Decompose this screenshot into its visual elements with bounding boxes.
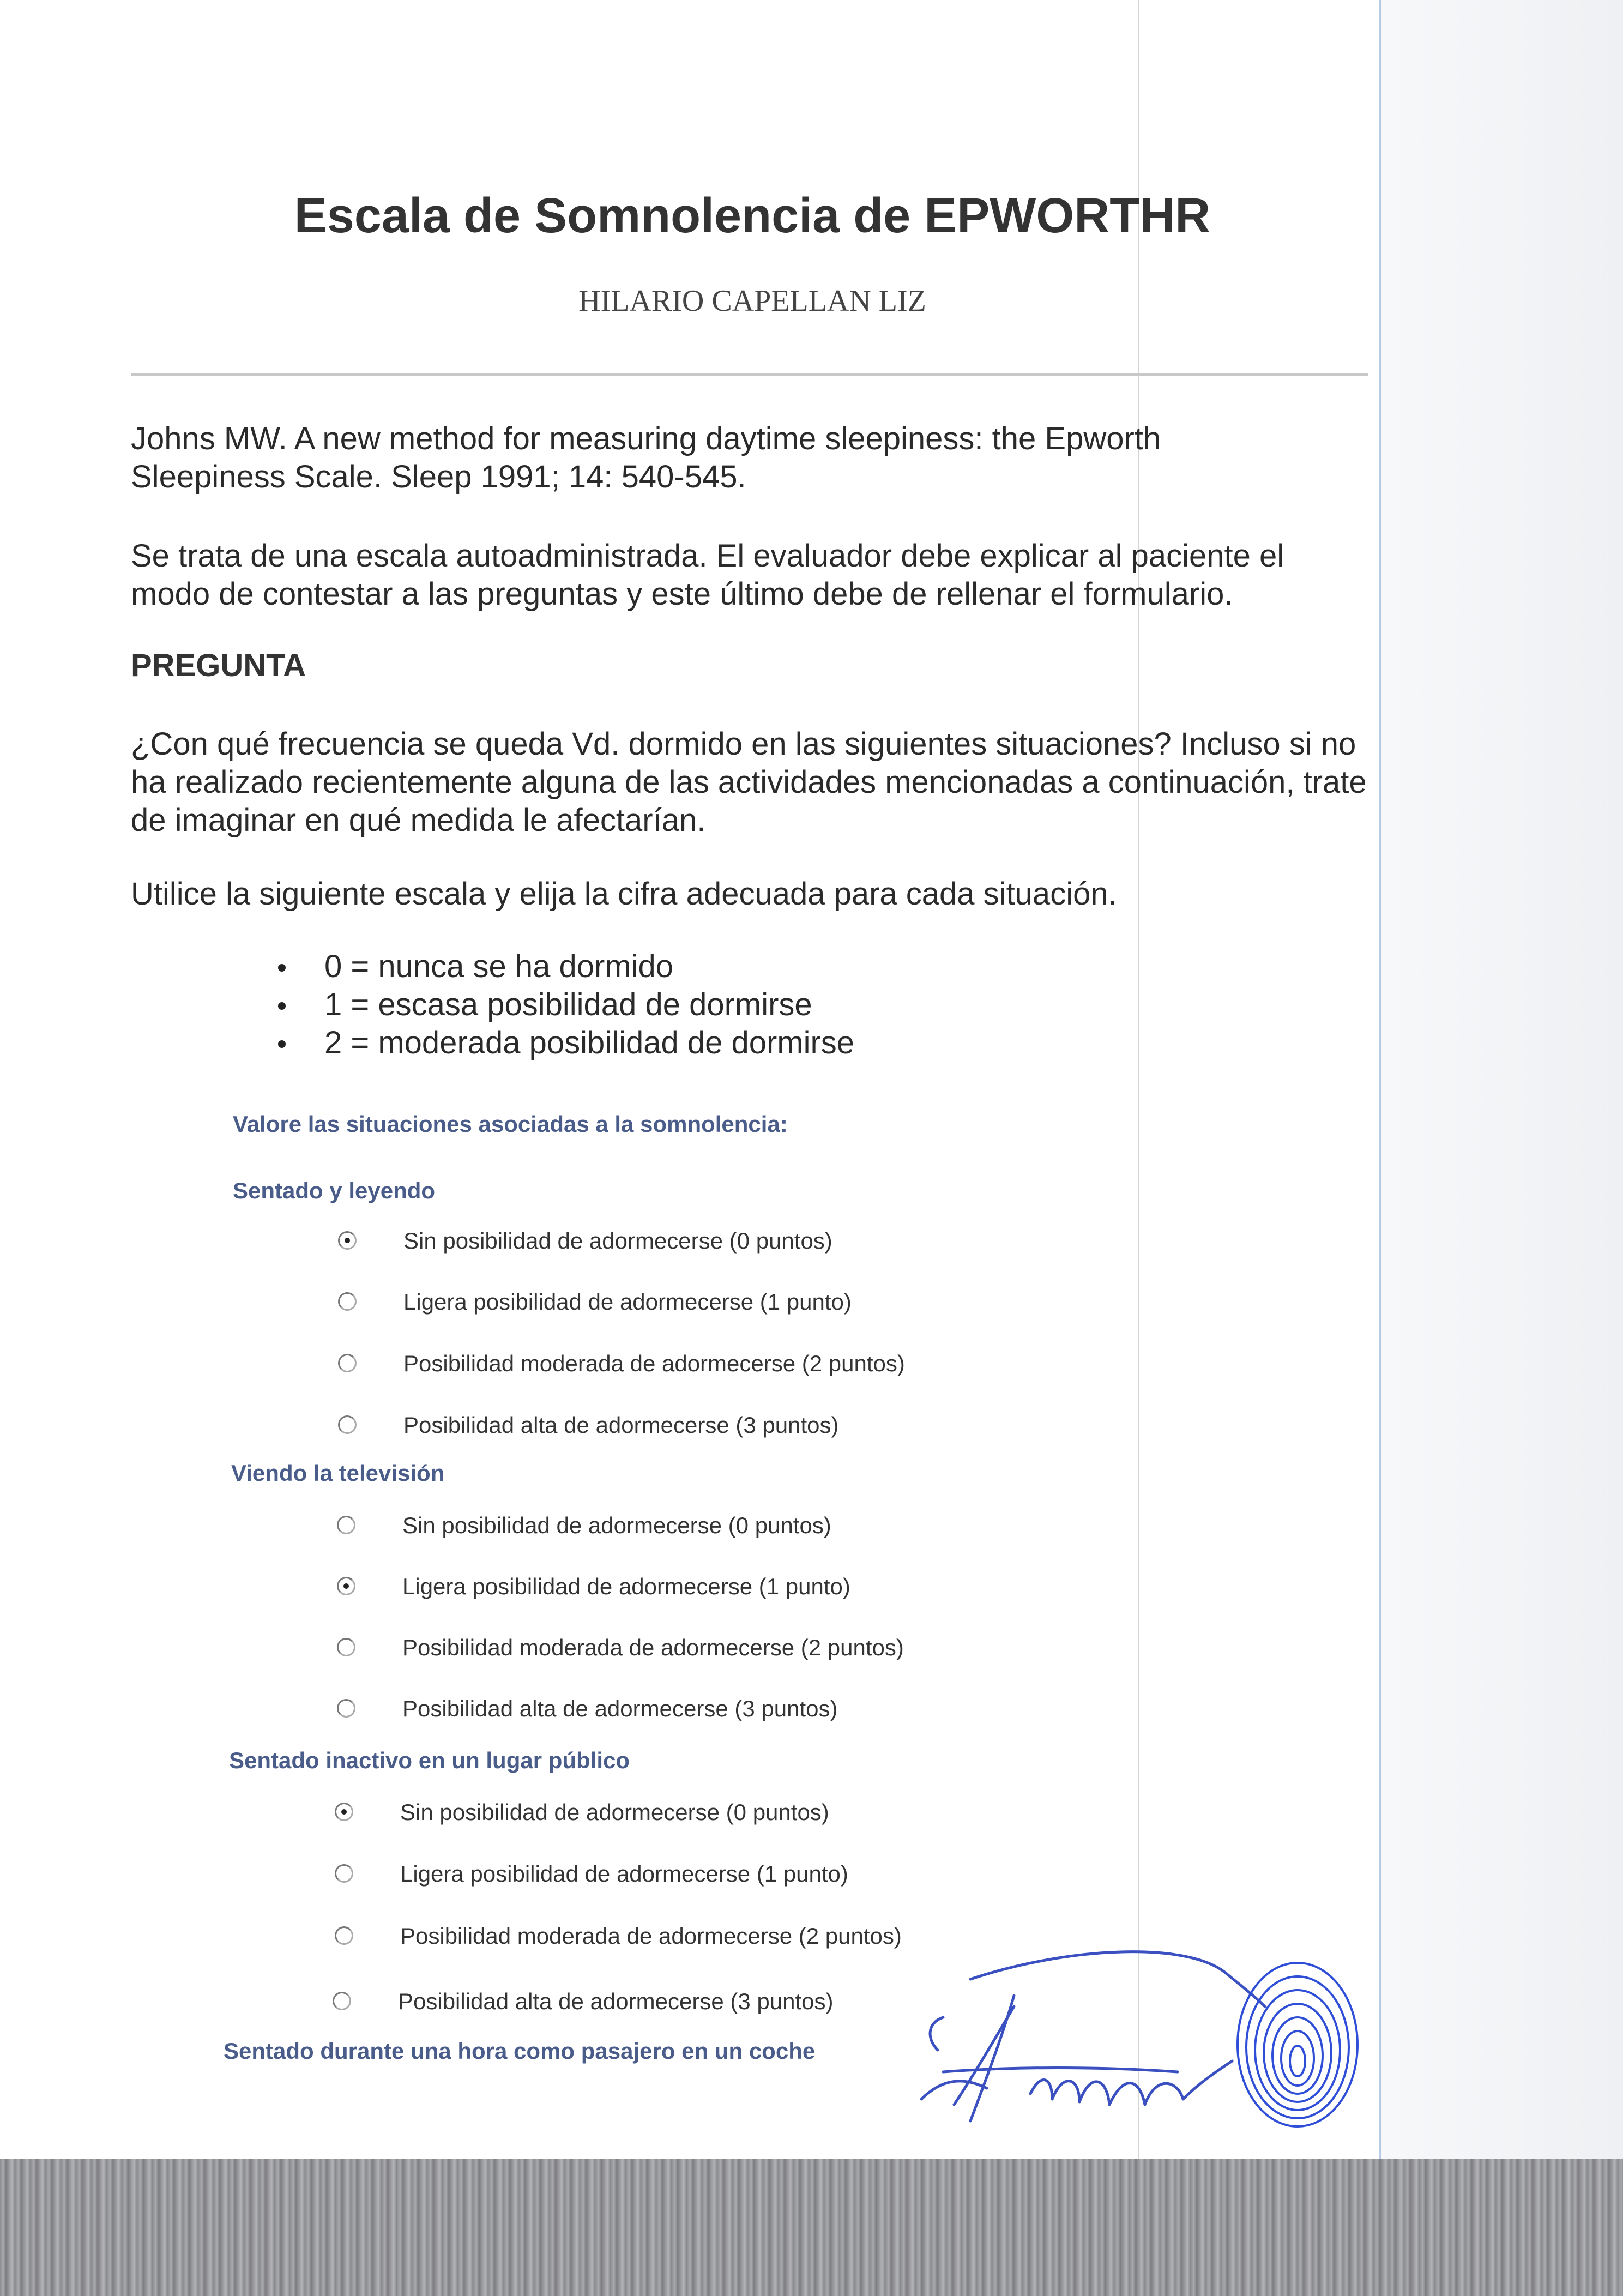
reference-text: Johns MW. A new method for measuring daytime sleepiness: the Epworth Sleepiness Scale. Sleep 1991; 14: 540-545. [131,421,1161,495]
scanner-bed-strip [0,2159,1623,2296]
radio-button-icon[interactable] [337,1638,355,1656]
signature-icon [921,1952,1265,2121]
radio-button-icon[interactable] [338,1415,357,1434]
radio-button-icon[interactable] [337,1577,355,1595]
radio-button-icon[interactable] [335,1864,353,1883]
instruction-text: Utilice la siguiente escala y elija la cifra adecuada para cada situación. [131,876,1117,912]
bullet-icon [278,964,286,972]
scanned-page: Escala de Somnolencia de EPWORTHR HILARIO CAPELLAN LIZ Johns MW. A new method for measuring daytime sleepiness: the Epworth Sleepiness Scale. Sleep 1991; 14: 540-545. Se trata de una escala autoadministrada. El evaluador debe explicar al paciente el modo de contestar a las preguntas y este último debe de rellenar el formulario. PREGUNTA ¿Con qué frecuencia se queda Vd. dormido en las siguientes situaciones? Incluso si no ha realizado recientemente alguna de las actividades mencionadas a continuación, trate de imaginar en qué medida le afectarían. Utilice la siguiente escala y elija la cifra adecuada para cada situación. 0 = nunca se ha dormido 1 = escasa posibilidad de dormirse 2 = moderada posibilidad de dormirse Valore las situaciones asociadas a la somnolencia: Sentado y leyendo Sin posibilidad de adormecerse (0 puntos) Ligera posibilidad de adormecerse (1 punto) Posibilidad moderada de adormecerse (2 puntos) Posibilidad alta de adormecerse (3 puntos) Viendo la televisión Sin posibilidad de adormecerse (0 puntos) Ligera posibilidad de adormecerse (1 punto) Posibilidad moderada de adormecerse (2 puntos) Posibilidad alta de adormecerse (3 puntos) Sentado inactivo en un lugar público Sin posibilidad de adormecerse (0 puntos) Ligera posibilidad de adormecerse (1 punto) Posibilidad moderada de adormecerse (2 puntos) Posibilidad alta de adormecerse (3 puntos) Sentado durante una hora como pasajero en un coche [0,0,1623,2296]
scan-margin [1379,0,1623,2296]
intro-text: Se trata de una escala autoadministrada. El evaluador debe explicar al paciente el modo de contestar a las preguntas y este último debe de rellenar el formulario. [131,538,1284,612]
bullet-icon [278,1040,286,1048]
radio-button-icon[interactable] [335,1803,353,1821]
page-title: Escala de Somnolencia de EPWORTHR [294,189,1211,243]
bullet-icon [278,1002,286,1010]
scan-crease-line [1138,0,1139,2181]
radio-button-icon[interactable] [337,1699,355,1718]
radio-button-icon[interactable] [338,1292,357,1311]
form-title: Valore las situaciones asociadas a la somnolencia: [233,1111,788,1137]
radio-button-icon[interactable] [338,1231,357,1250]
question-heading: PREGUNTA [131,648,306,683]
scale-item: 1 = escasa posibilidad de dormirse [278,986,854,1024]
question-text: ¿Con qué frecuencia se queda Vd. dormido en las siguientes situaciones? Incluso si no ha realizado recientemente alguna de las actividades mencionadas a continuación, trate de imaginar en qué medida le afectarían. [131,726,1367,838]
radio-button-icon[interactable] [333,1992,351,2010]
author-name: HILARIO CAPELLAN LIZ [578,284,926,318]
signature-area [905,1941,1396,2170]
radio-button-icon[interactable] [338,1354,357,1372]
radio-button-icon[interactable] [335,1926,353,1945]
scale-list [278,948,854,1062]
divider [131,373,1368,376]
scale-item: 0 = nunca se ha dormido [278,948,854,986]
radio-button-icon[interactable] [337,1516,355,1534]
fingerprint-icon [1238,1963,1357,2126]
section-title-passenger: Sentado durante una hora como pasajero en un coche [224,2038,816,2064]
section-title-reading: Sentado y leyendo [233,1178,436,1203]
section-title-tv: Viendo la televisión [231,1460,445,1486]
section-title-public-place: Sentado inactivo en un lugar público [229,1747,630,1773]
scale-item: 2 = moderada posibilidad de dormirse [278,1024,854,1062]
